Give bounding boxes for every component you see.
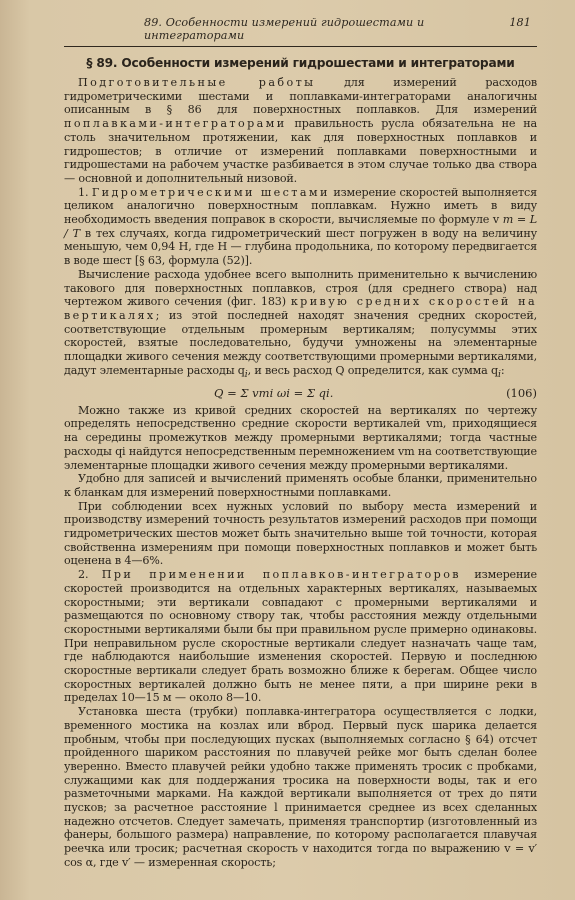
paragraph-text: измерение скоростей выполняется целиком аналогично поверхностным поплавкам. Нужно иметь в виду необходимость введения поправок в скорости, вычисляемые по формуле v — [64, 185, 537, 227]
inline-formula: m = L / T — [64, 213, 537, 240]
paragraph-text: для измерений расходов гидрометрическими шестами и поплавками-интеграторами аналогичны описанным в § 86 для поверхностных поплавков. Для измерений — [64, 76, 537, 117]
item-number: 2. — [78, 568, 102, 582]
paragraph-mean-velocity-curve: Можно также из кривой средних скоростей на вертикалях по чертежу определять непосредственно средние скорости вертикалей vm, приходящиеся на середины промежутков между промерными вертикалями; тогда частные расходы qi найдутся непосредственным перемножением vm на соответствующие элементарные площадки живого сечения между промерными вертикалями. — [64, 403, 537, 472]
paragraph-hydrometric-poles — [64, 186, 537, 268]
paragraph-text: ; из этой последней находят значения средних скоростей, соответствующие отдельным промерным вертикалям; полусуммы этих скоростей, взятые последовательно, будучи умножены на элементарные площадки живого сечения между соответствующими промерными вертикалями, дадут элементарные расходы q — [64, 308, 537, 377]
section-title: § 89. Особенности измерений гидрошестами и интеграторами — [86, 56, 515, 70]
formula-expression: Q = Σ vmi ωi = Σ qi. — [214, 385, 334, 400]
paragraph-float-integrators — [64, 568, 537, 705]
page-number: 181 — [509, 16, 531, 29]
paragraph-text: в тех случаях, когда гидрометрический шест погружен в воду на величину меньшую, чем 0,94 H, где H — глубина продольника, по которому передвигается в воде шест [§ 63, формула (52)]. — [64, 226, 538, 268]
spaced-term: кривую средних скоростей на вертикалях — [64, 295, 537, 322]
formula-number: (106) — [506, 385, 537, 400]
paragraph-preparatory-work — [64, 76, 537, 186]
paragraph-text: Вычисление расхода удобнее всего выполнить применительно к вычислению такового для поверхностных поплавков, строя (для среднего створа) над чертежом живого сечения (фиг. 183) — [64, 267, 537, 309]
running-header — [64, 12, 537, 47]
spaced-term: поплавками-интеграторами — [64, 117, 287, 131]
body-text — [64, 76, 537, 870]
paragraph-text: измерение скоростей производится на отдельных характерных вертикалях, называемых скоростными; эти вертикали совпадают с промерными вертикалями и размещаются по основному створу так, чтобы расстояния между отдельными скоростными вертикалями были бы при правильном русле примерно одинаковы. При неправильном русле скоростные вертикали следует назначать чаще там, где наблюдаются наибольшие изменения скоростей. Первую и последнюю скоростные вертикали следует брать возможно ближе к берегам. Общее число скоростных вертикалей должно быть не менее пяти, а при ширине реки в пределах 10—15 м — около 8—10. — [64, 568, 537, 705]
paragraph-text: правильность русла обязательна не на столь значительном протяжении, как для поверхностных поплавков и гидрошестов; в отличие от измерений поплавками поверхностными и гидрошестами на рабочем участке разбивается в этом случае только два створа — основной и дополнительный низовой. — [64, 117, 537, 185]
lead-term: Гидрометрическими шестами — [91, 185, 330, 199]
lead-term: Подготовительные работы — [78, 76, 316, 89]
paragraph-pole-installation: Установка шеста (трубки) поплавка-интегратора осуществляется с лодки, временного мостика на козлах или вброд. Первый пуск шарика делается пробным, чтобы при последующих пусках (выполняемых согласно § 64) отсчет пройденного шариком расстояния по плавучей рейке мог быть сделан более уверенно. Вместо плавучей рейки удобно также применять тросик с пробками, служащими как для поддержания тросика на поверхности воды, так и его разметочными марками. На каждой вертикали выполняется от трех до пяти пусков; за расчетное расстояние l принимается среднее из всех сделанных надежно отсчетов. Следует замечать, применяя транспортир (изготовленный из фанеры, большого размера) направление, по которому располагается плавучая реечка или тросик; расчетная скорость v находится тогда по выражению v = v′ cos α, где v′ — измеренная скорость; — [64, 705, 537, 869]
item-number: 1. — [78, 185, 92, 199]
running-title: 89. Особенности измерений гидрошестами и интеграторами — [144, 16, 425, 42]
paragraph-blank-forms: Удобно для записей и вычислений применять особые бланки, применительно к бланкам для измерений поверхностными поплавками. — [64, 472, 537, 499]
paragraph-accuracy: При соблюдении всех нужных условий по выбору места измерений и производству измерений точность результатов измерений расходов при помощи гидрометрических шестов может быть значительно выше той точности, которая свойственна измерениям при помощи поверхностных поплавков и может быть оценена в 4—6%. — [64, 499, 537, 568]
formula-106 — [64, 382, 537, 404]
lead-term: При применении поплавков-интеграторов — [101, 568, 461, 582]
paragraph-discharge-calculation: Вычисление расхода удобнее всего выполнить применительно к вычислению такового для поверхностных поплавков, строя (для среднего створа) над чертежом живого сечения (фиг. 183) кривую средних скоростей на вертикалях; из этой последней находят значения средних скоростей, соответствующие отдельным промерным вертикалям; полусуммы этих скоростей, взятые последовательно, будучи умножены на элементарные площадки живого сечения между соответствующими промерными вертикалями, дадут элементарные расходы $q_i$, и весь расход Q определится, как сумма $q_i$: — [64, 267, 537, 380]
paragraph-text: , и весь расход Q определится, как сумма q — [247, 363, 499, 377]
